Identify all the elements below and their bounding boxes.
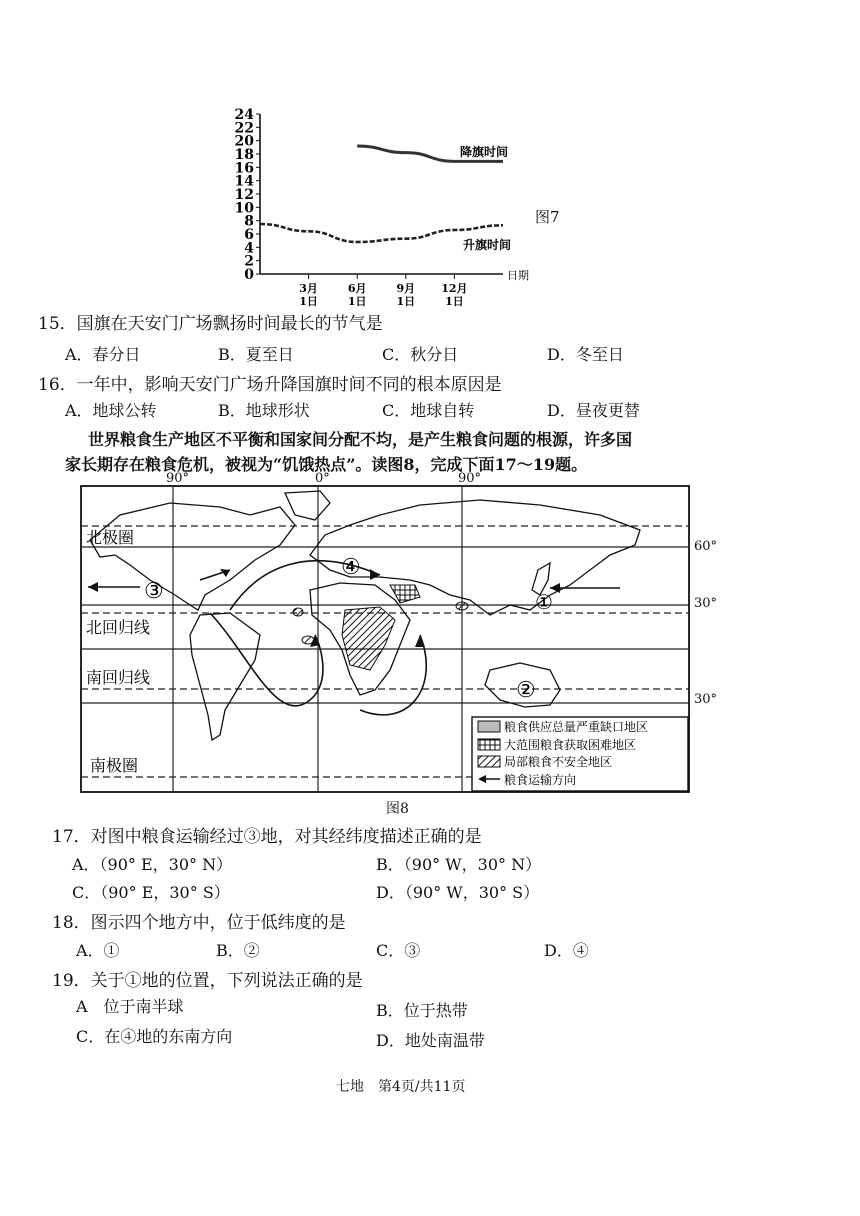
lower-series-label: 降旗时间 [460, 145, 509, 159]
legend-item-2: 大范围粮食获取困难地区 [504, 738, 637, 752]
y-tick-label: 0 [244, 267, 254, 283]
map-lon-label-0: 0° [315, 471, 330, 486]
q16-option-c[interactable]: C．地球自转 [382, 401, 475, 420]
q18-option-c[interactable]: C．③ [376, 941, 421, 960]
x-tick-label-day: 1日 [445, 295, 464, 308]
map-lat-label-30s: 30° [694, 692, 718, 707]
q18-option-b[interactable]: B．② [216, 941, 260, 960]
x-tick-label-month: 9月 [396, 282, 416, 295]
q17-stem: 17．对图中粮食运输经过③地，对其经纬度描述正确的是 [52, 827, 482, 847]
intro-line-1: 世界粮食生产地区不平衡和国家间分配不均，是产生粮食问题的根源，许多国 [88, 430, 633, 449]
marker-4: ④ [341, 555, 361, 580]
fig7-caption: 图7 [535, 208, 560, 226]
page-footer: 七地 第4页/共11页 [336, 1079, 466, 1095]
q16-option-b[interactable]: B．地球形状 [218, 401, 310, 420]
y-tick-label: 20 [234, 133, 254, 150]
q19-option-a[interactable]: A 位于南半球 [76, 997, 184, 1016]
food-insecure-small-region-3 [293, 608, 303, 616]
q17-option-a[interactable]: A．（90° E，30° N） [72, 855, 233, 874]
y-tick-label: 22 [234, 120, 254, 137]
q17-option-d[interactable]: D．（90° W，30° S） [376, 883, 540, 902]
marker-2: ② [516, 678, 536, 703]
x-tick-label-month: 3月 [299, 282, 318, 295]
y-tick-label: 24 [234, 108, 254, 123]
q15-option-c[interactable]: C．秋分日 [382, 345, 459, 364]
y-tick-label: 8 [244, 213, 254, 230]
y-tick-label: 14 [234, 173, 254, 190]
legend-item-3: 局部粮食不安全地区 [504, 755, 613, 769]
y-tick-label: 4 [244, 240, 254, 257]
raise-series-label: 升旗时间 [463, 238, 512, 252]
q16-option-a[interactable]: A．地球公转 [65, 401, 157, 420]
marker-3: ③ [144, 579, 164, 604]
x-axis-label: 日期 [507, 269, 529, 282]
map-lon-label-90w: 90° [166, 471, 190, 486]
q18-option-d[interactable]: D．④ [544, 941, 589, 960]
q15-stem: 15．国旗在天安门广场飘扬时间最长的节气是 [38, 314, 383, 334]
q17-option-c[interactable]: C．（90° E，30° S） [72, 883, 230, 902]
y-tick-label: 16 [234, 160, 254, 177]
y-tick-label: 6 [244, 227, 254, 243]
q19-option-c[interactable]: C．在④地的东南方向 [76, 1027, 233, 1046]
x-tick-label-day: 1日 [299, 295, 318, 308]
map-legend [472, 717, 688, 791]
y-tick-label: 12 [234, 187, 254, 203]
tropic-of-capricorn-label: 南回归线 [86, 668, 151, 687]
map-lon-label-90e: 90° [458, 471, 482, 486]
map-lat-label-60: 60° [694, 539, 718, 554]
legend-item-1: 粮食供应总量严重缺口地区 [504, 720, 649, 734]
legend-item-4: 粮食运输方向 [504, 773, 577, 787]
q15-option-a[interactable]: A．春分日 [65, 345, 141, 364]
world-map [80, 485, 692, 795]
q17-option-b[interactable]: B．（90° W，30° N） [376, 855, 542, 874]
q19-option-d[interactable]: D．地处南温带 [376, 1031, 485, 1050]
x-tick-label-month: 6月 [347, 282, 367, 295]
y-tick-label: 18 [234, 147, 254, 163]
q19-stem: 19．关于①地的位置，下列说法正确的是 [52, 971, 363, 991]
fig8-caption: 图8 [386, 801, 409, 817]
y-tick-label: 10 [234, 200, 254, 217]
q16-stem: 16．一年中，影响天安门广场升降国旗时间不同的根本原因是 [38, 375, 502, 395]
intro-line-2: 家长期存在粮食危机，被视为“饥饿热点”。读图8，完成下面17～19题。 [65, 455, 588, 474]
arctic-circle-label: 北极圈 [86, 528, 135, 547]
q18-stem: 18．图示四个地方中，位于低纬度的是 [52, 913, 346, 933]
marker-1: ① [535, 590, 553, 614]
x-tick-label-day: 1日 [347, 295, 367, 308]
y-tick-label: 2 [244, 253, 254, 270]
q15-option-d[interactable]: D．冬至日 [547, 345, 624, 364]
x-tick-label-month: 12月 [441, 282, 468, 295]
q16-option-d[interactable]: D．昼夜更替 [547, 401, 640, 420]
x-tick-label-day: 1日 [396, 295, 416, 308]
q19-option-b[interactable]: B．位于热带 [376, 1001, 468, 1020]
tropic-of-cancer-label: 北回归线 [86, 618, 151, 637]
map-lat-label-30n: 30° [694, 596, 718, 611]
food-insecure-small-region-1 [456, 602, 468, 610]
q15-option-b[interactable]: B．夏至日 [218, 345, 294, 364]
q18-option-a[interactable]: A．① [76, 941, 120, 960]
antarctic-circle-label: 南极圈 [90, 756, 139, 775]
fig7-chart [225, 108, 555, 318]
